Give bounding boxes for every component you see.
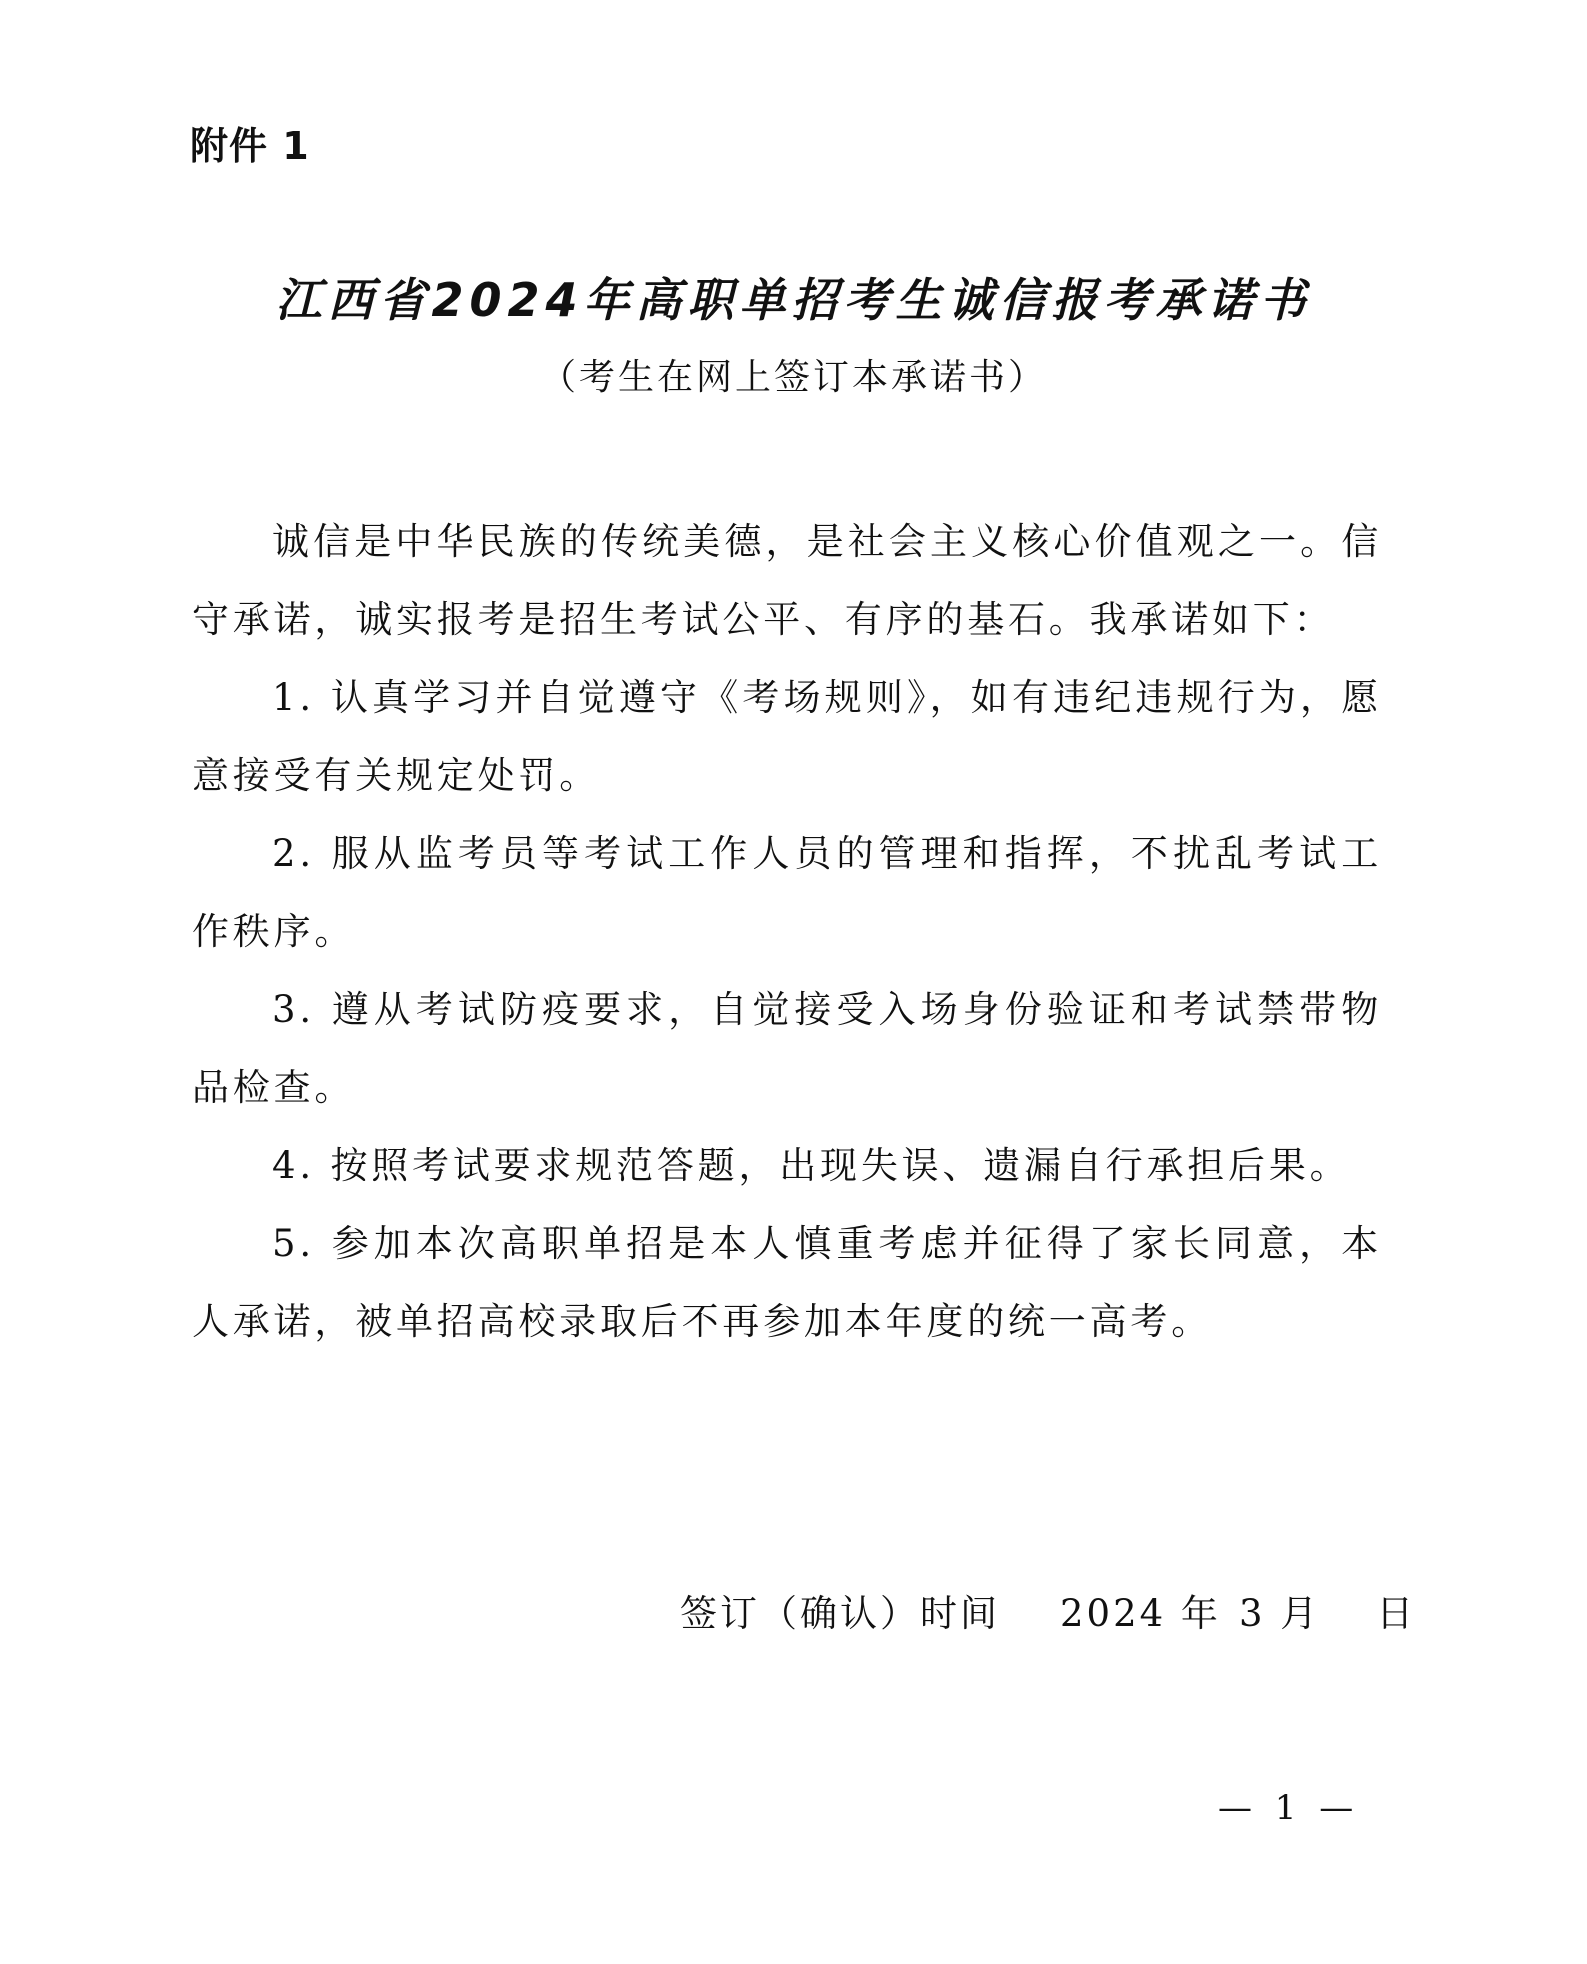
page-number: — 1 — bbox=[1218, 1788, 1360, 1828]
signature-date-line bbox=[680, 1588, 1416, 1640]
signature-day: 日 bbox=[1376, 1592, 1417, 1635]
commitment-body bbox=[192, 503, 1382, 1361]
intro-paragraph: 诚信是中华民族的传统美德，是社会主义核心价值观之一。信守承诺，诚实报考是招生考试公平、有序的基石。我承诺如下： bbox=[192, 520, 1382, 641]
signature-label: 签订（确认）时间 bbox=[680, 1592, 1000, 1635]
signature-month: 3 月 bbox=[1238, 1592, 1321, 1635]
commitment-item-4: 4. 按照考试要求规范答题，出现失误、遗漏自行承担后果。 bbox=[272, 1144, 1351, 1187]
attachment-label: 附件 1 bbox=[190, 124, 310, 168]
document-title: 江西省2024年高职单招考生诚信报考承诺书 bbox=[275, 273, 1312, 327]
commitment-item-5: 5. 参加本次高职单招是本人慎重考虑并征得了家长同意，本人承诺，被单招高校录取后不再参加本年度的统一高考。 bbox=[192, 1222, 1382, 1343]
signature-year: 2024 年 bbox=[1060, 1592, 1221, 1635]
commitment-item-2: 2. 服从监考员等考试工作人员的管理和指挥，不扰乱考试工作秩序。 bbox=[192, 832, 1382, 953]
document-subtitle: （考生在网上签订本承诺书） bbox=[539, 357, 1047, 398]
commitment-item-3: 3. 遵从考试防疫要求，自觉接受入场身份验证和考试禁带物品检查。 bbox=[192, 988, 1382, 1109]
commitment-item-1: 1. 认真学习并自觉遵守《考场规则》，如有违纪违规行为，愿意接受有关规定处罚。 bbox=[192, 676, 1382, 797]
